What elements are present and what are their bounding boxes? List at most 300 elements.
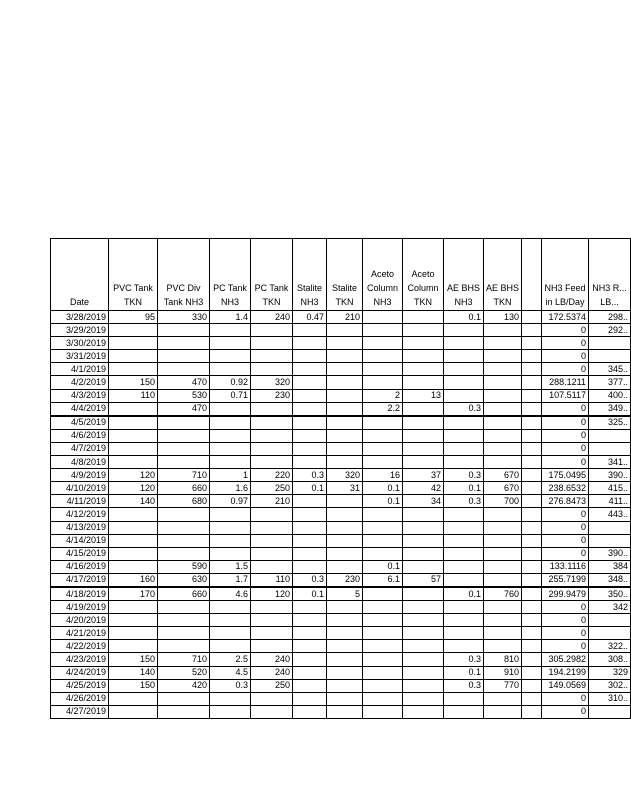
table-cell: 133.1116 <box>542 560 589 573</box>
table-cell: 230 <box>327 573 363 587</box>
table-cell: 298.. <box>589 311 631 324</box>
table-cell <box>251 324 293 337</box>
table-cell: 0.3 <box>444 402 484 416</box>
table-row <box>51 495 631 508</box>
table-cell <box>109 416 158 430</box>
table-cell <box>403 601 444 614</box>
table-cell <box>522 705 542 718</box>
table-cell <box>363 614 403 627</box>
table-cell <box>327 495 363 508</box>
table-cell <box>210 363 251 376</box>
table-cell <box>251 442 293 455</box>
table-cell <box>251 705 293 718</box>
table-cell <box>484 627 522 640</box>
table-row <box>51 640 631 653</box>
table-row <box>51 508 631 521</box>
date-cell: 4/5/2019 <box>51 416 109 430</box>
table-cell <box>484 692 522 705</box>
table-cell <box>327 337 363 350</box>
table-cell: 322.. <box>589 640 631 653</box>
table-cell <box>484 389 522 402</box>
table-cell <box>444 601 484 614</box>
table-cell <box>363 692 403 705</box>
table-row <box>51 534 631 547</box>
table-cell <box>484 376 522 389</box>
date-cell: 3/28/2019 <box>51 311 109 324</box>
table-cell: 0.1 <box>363 495 403 508</box>
table-cell <box>210 508 251 521</box>
table-cell: 1.4 <box>210 311 251 324</box>
table-cell <box>293 363 327 376</box>
table-cell: 2.5 <box>210 653 251 666</box>
table-cell <box>522 640 542 653</box>
table-cell <box>444 705 484 718</box>
table-cell <box>403 534 444 547</box>
table-cell <box>589 614 631 627</box>
table-cell: 1.5 <box>210 560 251 573</box>
table-cell <box>403 666 444 679</box>
table-cell: 0 <box>542 324 589 337</box>
table-cell: 0 <box>542 601 589 614</box>
date-cell: 4/9/2019 <box>51 469 109 482</box>
date-cell: 4/8/2019 <box>51 456 109 469</box>
table-cell <box>522 521 542 534</box>
table-cell: 348.. <box>589 573 631 587</box>
table-cell: 390.. <box>589 547 631 560</box>
table-cell <box>522 402 542 416</box>
table-cell <box>327 692 363 705</box>
table-cell <box>327 521 363 534</box>
table-cell <box>158 521 210 534</box>
table-cell <box>484 324 522 337</box>
table-cell <box>444 508 484 521</box>
table-cell: 107.5117 <box>542 389 589 402</box>
table-cell: 341.. <box>589 456 631 469</box>
date-cell: 4/11/2019 <box>51 495 109 508</box>
table-cell <box>363 547 403 560</box>
table-cell <box>251 350 293 363</box>
table-cell <box>522 508 542 521</box>
table-cell: 0 <box>542 640 589 653</box>
table-cell <box>522 627 542 640</box>
table-cell <box>589 337 631 350</box>
column-header: AE BHS NH3 <box>444 239 484 311</box>
table-cell <box>484 614 522 627</box>
table-row <box>51 429 631 442</box>
table-cell <box>251 521 293 534</box>
table-cell: 710 <box>158 469 210 482</box>
table-cell: 2.2 <box>363 402 403 416</box>
table-cell <box>293 324 327 337</box>
table-cell <box>444 442 484 455</box>
table-cell <box>158 350 210 363</box>
table-cell <box>158 429 210 442</box>
table-cell: 320 <box>327 469 363 482</box>
table-cell: 0.1 <box>363 560 403 573</box>
table-cell <box>109 627 158 640</box>
table-cell: 0.1 <box>444 311 484 324</box>
table-cell <box>484 456 522 469</box>
table-cell <box>293 337 327 350</box>
table-cell: 710 <box>158 653 210 666</box>
table-cell <box>158 324 210 337</box>
table-row <box>51 614 631 627</box>
table-cell <box>109 442 158 455</box>
table-cell <box>363 679 403 692</box>
table-cell <box>293 508 327 521</box>
table-cell <box>158 627 210 640</box>
table-cell: 292.. <box>589 324 631 337</box>
table-cell <box>403 311 444 324</box>
table-cell: 308.. <box>589 653 631 666</box>
table-row <box>51 350 631 363</box>
table-cell <box>109 337 158 350</box>
table-cell: 13 <box>403 389 444 402</box>
table-cell: 411.. <box>589 495 631 508</box>
table-cell <box>210 350 251 363</box>
table-cell <box>158 640 210 653</box>
table-cell <box>403 456 444 469</box>
data-table <box>50 238 631 719</box>
table-cell <box>484 416 522 430</box>
date-cell: 4/23/2019 <box>51 653 109 666</box>
spreadsheet-table-region <box>50 238 628 744</box>
table-cell <box>444 692 484 705</box>
table-cell <box>444 560 484 573</box>
table-cell <box>109 534 158 547</box>
column-header <box>522 239 542 311</box>
table-cell: 57 <box>403 573 444 587</box>
table-cell <box>522 679 542 692</box>
table-cell <box>327 456 363 469</box>
table-cell <box>210 456 251 469</box>
table-cell <box>158 614 210 627</box>
table-cell <box>522 692 542 705</box>
table-cell: 238.6532 <box>542 482 589 495</box>
table-cell <box>327 601 363 614</box>
table-cell <box>522 573 542 587</box>
table-cell <box>251 508 293 521</box>
table-cell <box>327 350 363 363</box>
table-cell: 0 <box>542 614 589 627</box>
table-cell <box>293 666 327 679</box>
date-cell: 4/21/2019 <box>51 627 109 640</box>
table-cell <box>293 376 327 389</box>
table-cell: 0 <box>542 416 589 430</box>
table-cell: 320 <box>251 376 293 389</box>
table-cell <box>251 614 293 627</box>
table-cell: 377.. <box>589 376 631 389</box>
table-cell: 95 <box>109 311 158 324</box>
table-cell: 0.3 <box>293 469 327 482</box>
table-cell: 149.0569 <box>542 679 589 692</box>
table-row <box>51 311 631 324</box>
table-cell: 350.. <box>589 587 631 601</box>
table-cell: 42 <box>403 482 444 495</box>
table-cell <box>109 324 158 337</box>
table-cell: 170 <box>109 587 158 601</box>
table-cell <box>484 429 522 442</box>
table-cell <box>251 627 293 640</box>
table-cell: 0 <box>542 350 589 363</box>
table-cell <box>327 442 363 455</box>
table-cell: 31 <box>327 482 363 495</box>
table-row <box>51 363 631 376</box>
table-cell <box>522 363 542 376</box>
table-cell <box>484 573 522 587</box>
table-cell <box>522 587 542 601</box>
table-cell <box>403 324 444 337</box>
table-cell <box>109 508 158 521</box>
table-cell <box>444 337 484 350</box>
table-cell: 680 <box>158 495 210 508</box>
table-cell <box>522 350 542 363</box>
table-cell <box>158 705 210 718</box>
table-row <box>51 521 631 534</box>
table-cell <box>327 666 363 679</box>
table-cell: 1.7 <box>210 573 251 587</box>
date-cell: 4/19/2019 <box>51 601 109 614</box>
table-cell <box>363 534 403 547</box>
table-cell <box>293 692 327 705</box>
table-cell: 0 <box>542 521 589 534</box>
table-cell <box>484 337 522 350</box>
table-cell <box>363 350 403 363</box>
header-row <box>51 239 631 311</box>
column-header: Stalite NH3 <box>293 239 327 311</box>
table-cell <box>293 601 327 614</box>
table-cell <box>522 376 542 389</box>
date-cell: 4/15/2019 <box>51 547 109 560</box>
table-cell <box>327 560 363 573</box>
table-cell <box>363 429 403 442</box>
table-cell <box>210 534 251 547</box>
table-cell: 660 <box>158 587 210 601</box>
table-cell <box>327 389 363 402</box>
table-cell: 2 <box>363 389 403 402</box>
table-cell <box>109 456 158 469</box>
table-cell <box>444 389 484 402</box>
column-header: PC Tank NH3 <box>210 239 251 311</box>
table-cell <box>363 627 403 640</box>
table-cell <box>444 627 484 640</box>
table-cell: 390.. <box>589 469 631 482</box>
table-cell <box>444 363 484 376</box>
table-cell <box>403 547 444 560</box>
table-cell: 0 <box>542 705 589 718</box>
table-cell <box>327 705 363 718</box>
table-cell <box>363 324 403 337</box>
table-row <box>51 679 631 692</box>
table-cell <box>589 534 631 547</box>
date-cell: 4/24/2019 <box>51 666 109 679</box>
table-cell <box>109 363 158 376</box>
table-cell: 0.97 <box>210 495 251 508</box>
table-cell <box>444 534 484 547</box>
date-cell: 3/31/2019 <box>51 350 109 363</box>
table-cell: 210 <box>327 311 363 324</box>
table-cell: 660 <box>158 482 210 495</box>
table-cell <box>589 627 631 640</box>
table-cell <box>444 640 484 653</box>
table-cell <box>327 614 363 627</box>
table-row <box>51 324 631 337</box>
column-header: Date <box>51 239 109 311</box>
table-cell <box>444 456 484 469</box>
table-cell <box>210 692 251 705</box>
table-cell <box>158 692 210 705</box>
table-cell <box>327 402 363 416</box>
table-cell <box>109 640 158 653</box>
table-cell <box>522 469 542 482</box>
table-cell <box>444 416 484 430</box>
table-row <box>51 573 631 587</box>
table-cell: 5 <box>327 587 363 601</box>
table-cell <box>484 705 522 718</box>
table-cell <box>327 324 363 337</box>
table-cell <box>293 389 327 402</box>
table-cell <box>444 573 484 587</box>
date-cell: 4/3/2019 <box>51 389 109 402</box>
table-cell: 220 <box>251 469 293 482</box>
table-cell <box>403 508 444 521</box>
table-cell <box>403 587 444 601</box>
table-cell: 760 <box>484 587 522 601</box>
table-cell: 630 <box>158 573 210 587</box>
table-cell: 0.1 <box>293 482 327 495</box>
table-cell: 0.92 <box>210 376 251 389</box>
table-cell <box>589 521 631 534</box>
table-cell <box>403 337 444 350</box>
date-cell: 4/26/2019 <box>51 692 109 705</box>
table-cell <box>589 350 631 363</box>
table-cell: 299.9479 <box>542 587 589 601</box>
table-cell: 0.71 <box>210 389 251 402</box>
table-row <box>51 389 631 402</box>
table-cell: 700 <box>484 495 522 508</box>
table-row <box>51 547 631 560</box>
table-row <box>51 456 631 469</box>
date-cell: 4/16/2019 <box>51 560 109 573</box>
table-cell <box>109 429 158 442</box>
date-cell: 4/10/2019 <box>51 482 109 495</box>
table-cell <box>251 601 293 614</box>
table-cell <box>363 508 403 521</box>
table-row <box>51 416 631 430</box>
table-cell <box>109 705 158 718</box>
table-row <box>51 587 631 601</box>
table-cell <box>158 442 210 455</box>
table-cell <box>158 337 210 350</box>
table-cell <box>403 679 444 692</box>
table-cell: 0 <box>542 508 589 521</box>
table-cell <box>522 324 542 337</box>
table-cell <box>484 521 522 534</box>
table-cell <box>444 429 484 442</box>
table-cell <box>403 653 444 666</box>
column-header: Stalite TKN <box>327 239 363 311</box>
column-header: AE BHS TKN <box>484 239 522 311</box>
table-row <box>51 469 631 482</box>
table-cell <box>251 456 293 469</box>
table-cell: 1.6 <box>210 482 251 495</box>
table-cell: 330 <box>158 311 210 324</box>
table-cell <box>293 614 327 627</box>
table-cell <box>210 402 251 416</box>
table-cell <box>251 534 293 547</box>
table-cell <box>444 324 484 337</box>
table-cell: 0 <box>542 627 589 640</box>
table-cell <box>251 363 293 376</box>
date-cell: 3/30/2019 <box>51 337 109 350</box>
table-cell: 0.1 <box>444 482 484 495</box>
table-cell <box>484 640 522 653</box>
date-cell: 4/25/2019 <box>51 679 109 692</box>
table-cell: 0 <box>542 692 589 705</box>
table-cell <box>522 429 542 442</box>
table-cell <box>484 560 522 573</box>
table-cell <box>158 456 210 469</box>
table-cell <box>327 547 363 560</box>
table-cell <box>522 666 542 679</box>
table-cell <box>327 376 363 389</box>
table-cell: 0.3 <box>444 469 484 482</box>
date-cell: 4/7/2019 <box>51 442 109 455</box>
table-cell: 0 <box>542 456 589 469</box>
table-cell <box>403 705 444 718</box>
table-cell <box>327 363 363 376</box>
table-cell <box>403 640 444 653</box>
table-row <box>51 376 631 389</box>
date-cell: 4/13/2019 <box>51 521 109 534</box>
table-cell <box>403 692 444 705</box>
table-cell <box>363 666 403 679</box>
table-cell <box>363 376 403 389</box>
table-cell <box>210 627 251 640</box>
table-cell: 770 <box>484 679 522 692</box>
table-cell <box>210 601 251 614</box>
table-row <box>51 653 631 666</box>
table-cell: 670 <box>484 482 522 495</box>
table-cell: 120 <box>109 482 158 495</box>
table-cell <box>363 705 403 718</box>
column-header: PVC Div Tank NH3 <box>158 239 210 311</box>
table-cell <box>293 521 327 534</box>
date-cell: 4/1/2019 <box>51 363 109 376</box>
date-cell: 4/22/2019 <box>51 640 109 653</box>
column-header: PC Tank TKN <box>251 239 293 311</box>
table-cell: 470 <box>158 376 210 389</box>
table-cell <box>363 363 403 376</box>
table-cell <box>293 547 327 560</box>
table-cell <box>293 350 327 363</box>
table-cell <box>210 442 251 455</box>
table-cell: 349.. <box>589 402 631 416</box>
table-cell <box>327 429 363 442</box>
table-row <box>51 442 631 455</box>
table-cell <box>484 547 522 560</box>
table-cell: 0.1 <box>444 666 484 679</box>
table-cell <box>363 640 403 653</box>
table-cell <box>251 692 293 705</box>
table-row <box>51 627 631 640</box>
table-cell: 443.. <box>589 508 631 521</box>
table-cell <box>158 547 210 560</box>
table-cell: 240 <box>251 666 293 679</box>
table-cell: 0.1 <box>444 587 484 601</box>
table-cell <box>484 402 522 416</box>
table-cell: 415.. <box>589 482 631 495</box>
